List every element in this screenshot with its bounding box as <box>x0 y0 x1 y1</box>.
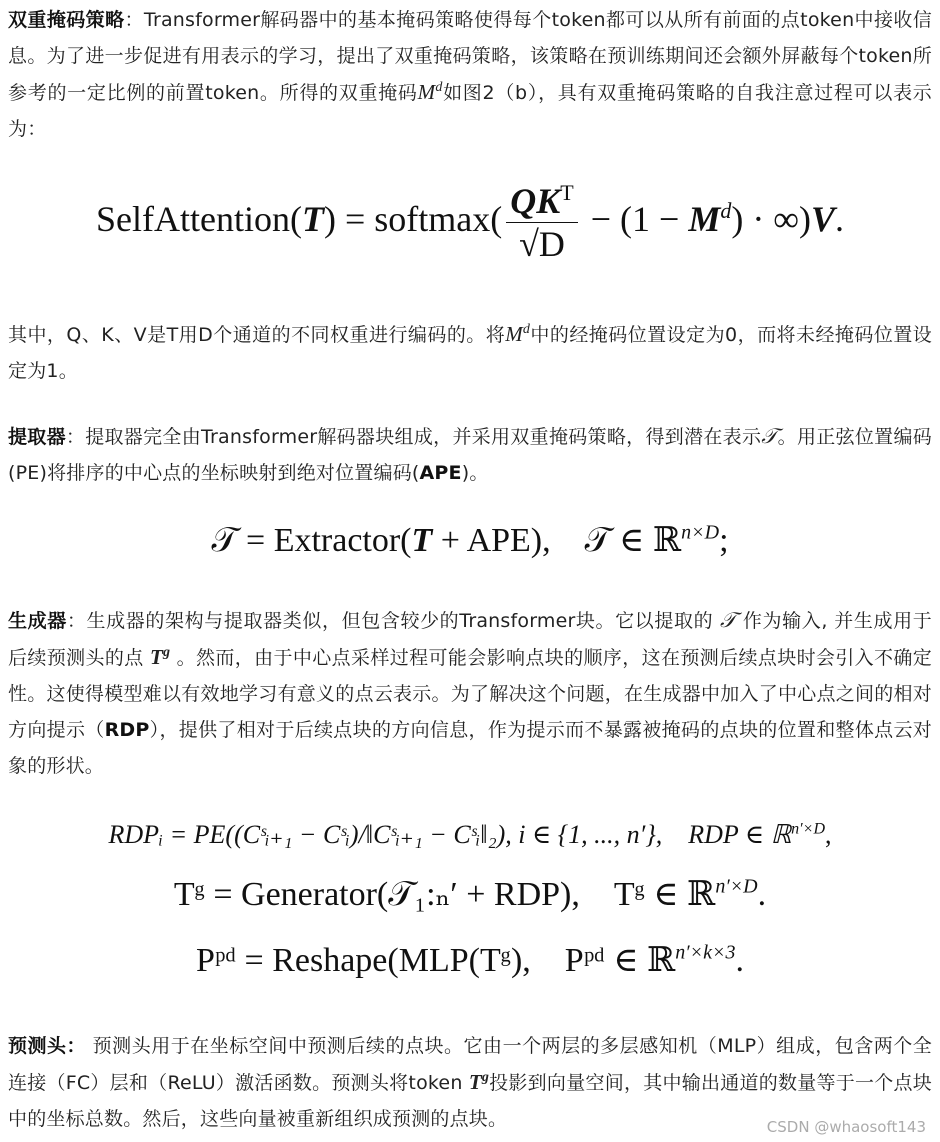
math-md: $M^d$ <box>505 322 531 346</box>
term-label: 预测头： <box>8 1035 87 1057</box>
term-label: 双重掩码策略 <box>8 9 125 31</box>
text: 如图2（b），具有双重掩码策略的自我注意过程可以表示为： <box>8 82 932 140</box>
equation-extractor: 𝒯 = Extractor(T + APE), 𝒯 ∈ ℝ$^{n\times D}$; <box>211 521 729 559</box>
paragraph-prediction-head: 预测头： 预测头用于在坐标空间中预测后续的点块。它由一个两层的多层感知机（MLP）组成，包含两个全连接（FC）层和（ReLU）激活函数。预测头将token $T^g$投影到向量空间，其中输出通道的数量等于一个点块中的坐标总数。然后，这些向量被重新组织成预测的点块。 <box>8 1035 932 1130</box>
equation-reshape: Pᵖᵈ = Reshape(MLP(Tᵍ), Pᵖᵈ ∈ ℝ$^{n'\times k\times 3}$. <box>195 941 745 979</box>
equation-self-attention: SelfAttention(T) = softmax( $\frac{QK^T}{√D}$ − $(1 - M^d) \cdot \infty)V$. <box>96 180 844 264</box>
watermark: CSDN @whaosoft143 <box>766 1118 926 1136</box>
paragraph-qkv: 其中，Q、K、V是T用D个通道的不同权重进行编码的。将$M^d$中的经掩码位置设定为0，而将未经掩码位置设定为1。 <box>8 322 932 382</box>
paragraph-dual-mask <box>8 2 932 147</box>
term-label: 提取器 <box>8 426 66 448</box>
equation-rdp: RDPᵢ = PE((Cˢᵢ₊₁ − Cˢᵢ)/‖Cˢᵢ₊₁ − Cˢᵢ‖₂), i ∈ {1, ..., n′}, RDP ∈ ℝ$^{n'\times D}$, <box>108 820 832 849</box>
paragraph-extractor: 提取器：提取器完全由Transformer解码器块组成，并采用双重掩码策略，得到潜在表示𝒯。用正弦位置编码(PE)将排序的中心点的坐标映射到绝对位置编码(APE)。 <box>8 424 932 484</box>
paragraph-generator: 生成器：生成器的架构与提取器类似，但包含较少的Transformer块。它以提取的 𝒯 作为输入, 并生成用于后续预测头的点 $T^g$ 。然而，由于中心点采样过程可能会影响点块的顺序，这在预测后续点块时会引入不确定性。这使得模型难以有效地学习有意义的点云表示。为了解决这个问题，在生成器中加入了中心点之间的相对方向提示（RDP），提供了相对于后续点块的方向信息，作为提示而不暴露被掩码的点块的位置和整体点云对象的形状。 <box>8 608 932 777</box>
equation-generator: Tᵍ = Generator(𝒯₁:ₙ′ + RDP), Tᵍ ∈ ℝ$^{n'\times D}$. <box>173 875 767 913</box>
text: ：Transformer解码器中的基本掩码策略使得每个token都可以从所有前面的点token中接收信息。为了进一步促进有用表示的学习，提出了双重掩码策略，该策略在预训练期间还会额外屏蔽每个token所参考的一定比例的前置token。所得的双重掩码 <box>8 9 932 104</box>
math-md: $M^d$ <box>417 80 443 104</box>
term-label: 生成器 <box>8 610 67 632</box>
